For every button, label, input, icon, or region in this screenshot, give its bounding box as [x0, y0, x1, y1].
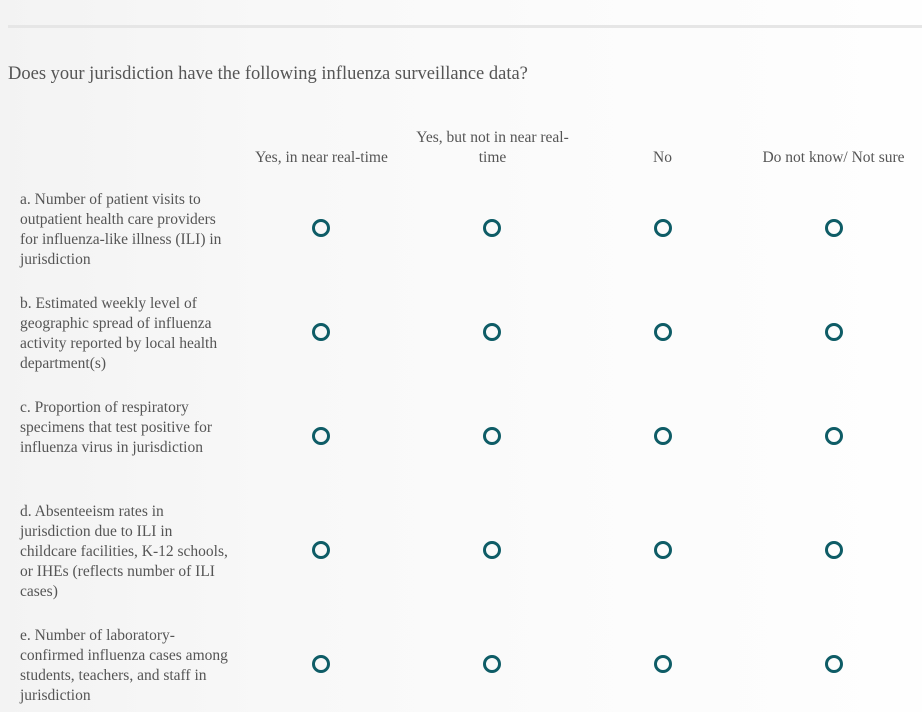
row-label-e: e. Number of laboratory-confirmed influenza cases among students, teachers, and staff in jurisdiction	[20, 627, 228, 704]
radio-b-do-not-know[interactable]	[825, 323, 843, 341]
radio-e-yes-not-realtime[interactable]	[483, 655, 501, 673]
row-label-d: d. Absenteeism rates in jurisdiction due to ILI in childcare facilities, K-12 schools, or IHEs (reflects number of ILI cases)	[20, 503, 228, 600]
radio-d-yes-not-realtime[interactable]	[483, 541, 501, 559]
column-header-yes-not-realtime: Yes, but not in near real-time	[416, 129, 569, 166]
column-header-no: No	[653, 149, 672, 166]
radio-d-yes-realtime[interactable]	[312, 541, 330, 559]
top-divider	[8, 25, 922, 28]
radio-d-do-not-know[interactable]	[825, 541, 843, 559]
radio-e-yes-realtime[interactable]	[312, 655, 330, 673]
radio-b-no[interactable]	[654, 323, 672, 341]
row-label-a: a. Number of patient visits to outpatient health care providers for influenza-like illness (ILI) in jurisdiction	[20, 191, 222, 268]
radio-e-do-not-know[interactable]	[825, 655, 843, 673]
radio-a-yes-realtime[interactable]	[312, 219, 330, 237]
row-label-b: b. Estimated weekly level of geographic spread of influenza activity reported by local health department(s)	[20, 295, 218, 372]
radio-c-yes-realtime[interactable]	[312, 427, 330, 445]
question-text: Does your jurisdiction have the following influenza surveillance data?	[8, 64, 528, 84]
radio-a-yes-not-realtime[interactable]	[483, 219, 501, 237]
column-header-yes-realtime: Yes, in near real-time	[255, 149, 388, 166]
radio-b-yes-not-realtime[interactable]	[483, 323, 501, 341]
radio-a-do-not-know[interactable]	[825, 219, 843, 237]
radio-d-no[interactable]	[654, 541, 672, 559]
radio-c-do-not-know[interactable]	[825, 427, 843, 445]
row-label-c: c. Proportion of respiratory specimens that test positive for influenza virus in jurisdiction	[20, 399, 212, 456]
column-header-do-not-know: Do not know/ Not sure	[762, 149, 905, 166]
radio-c-no[interactable]	[654, 427, 672, 445]
radio-c-yes-not-realtime[interactable]	[483, 427, 501, 445]
radio-a-no[interactable]	[654, 219, 672, 237]
radio-b-yes-realtime[interactable]	[312, 323, 330, 341]
radio-e-no[interactable]	[654, 655, 672, 673]
